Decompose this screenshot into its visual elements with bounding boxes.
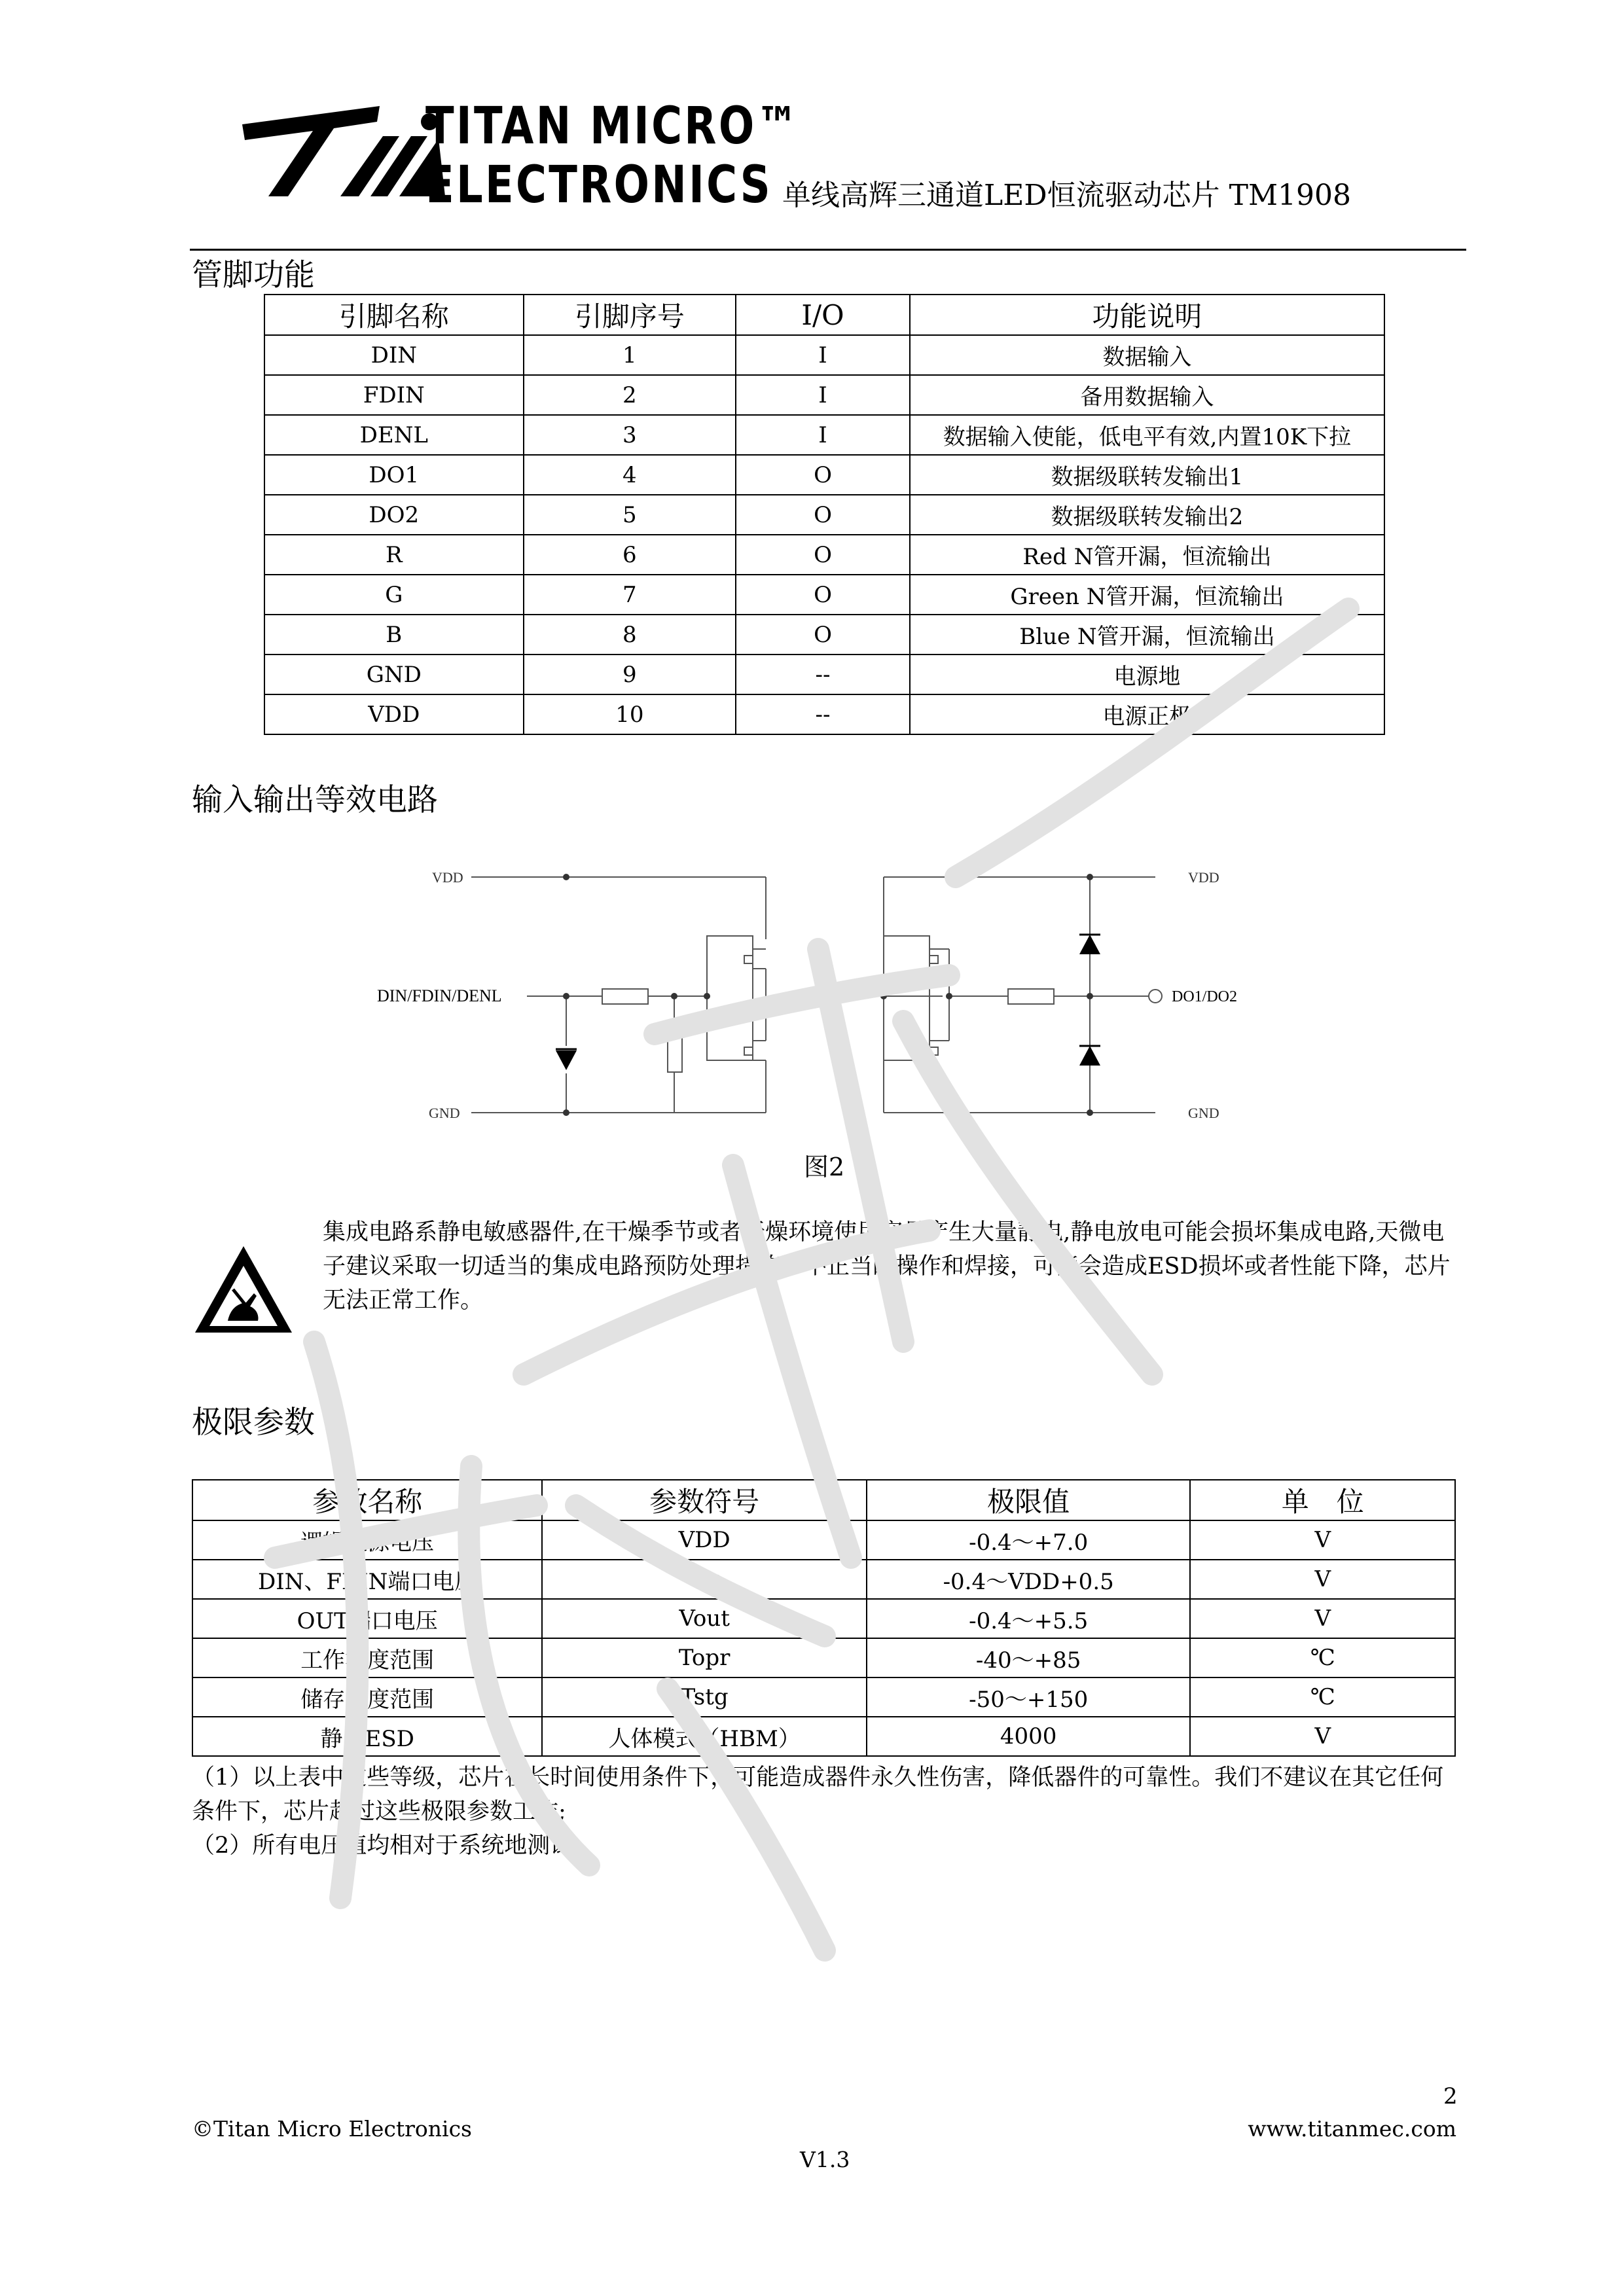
table-row [264,615,1384,655]
table-row [192,1677,1455,1717]
equivalent-circuit-diagram [367,851,1283,1139]
table-header-cell: 引脚名称 [264,295,524,335]
table-row [264,415,1384,455]
pin-section-title: 管脚功能 [192,257,315,293]
table-cell: DO1 [264,455,524,495]
table-cell: Tstg [542,1677,867,1717]
table-row [264,655,1384,694]
table-cell: 数据输入使能，低电平有效,内置10K下拉 [910,415,1384,455]
table-row [192,1599,1455,1638]
table-cell: 8 [524,615,736,655]
table-header-cell: 参数名称 [192,1480,542,1520]
table-cell: B [264,615,524,655]
table-cell: -0.4～+5.5 [867,1599,1191,1638]
header-rule [190,249,1466,251]
table-cell: 电源正极 [910,694,1384,734]
table-cell: 10 [524,694,736,734]
table-row [192,1520,1455,1560]
table-header-cell: 极限值 [867,1480,1191,1520]
table-cell: 储存温度范围 [192,1677,542,1717]
limits-section-title: 极限参数 [192,1405,315,1441]
table-cell: Blue N管开漏，恒流输出 [910,615,1384,655]
table-row [264,455,1384,495]
logo-text-line1: TITAN MICRO™ [425,97,801,156]
table-cell: 1 [524,335,736,375]
table-cell: 数据输入 [910,335,1384,375]
footer-version: V1.3 [800,2147,850,2172]
label-gnd-right: GND [1188,1105,1219,1121]
table-cell: I [736,335,910,375]
table-cell: 7 [524,575,736,615]
logo-text-line2: ELECTRONICS [425,156,772,215]
table-cell: 5 [524,495,736,535]
label-output: DO1/DO2 [1172,988,1237,1005]
table-cell: O [736,495,910,535]
table-cell: DIN [264,335,524,375]
table-cell: 9 [524,655,736,694]
table-cell: O [736,575,910,615]
table-cell: V [1190,1599,1455,1638]
table-cell: FDIN [264,375,524,415]
table-cell: V [1190,1560,1455,1599]
footer-website: www.titanmec.com [1248,2116,1456,2142]
table-row [264,535,1384,575]
table-cell: 3 [524,415,736,455]
table-cell: -0.4～+7.0 [867,1520,1191,1560]
table-cell: I [736,375,910,415]
table-row [264,335,1384,375]
esd-warning-icon [194,1244,293,1335]
table-cell: 电源地 [910,655,1384,694]
note-1: （1）以上表中这些等级，芯片在长时间使用条件下，可能造成器件永久性伤害，降低器件的可靠性。我们不建议在其它任何条件下，芯片超过这些极限参数工作; [192,1765,1444,1825]
table-cell: 静电ESD [192,1717,542,1756]
table-cell: 工作温度范围 [192,1638,542,1677]
table-cell: Red N管开漏，恒流输出 [910,535,1384,575]
table-cell: Vout [542,1599,867,1638]
pin-function-table [264,294,1385,735]
table-cell: OUT端口电压 [192,1599,542,1638]
label-vdd-right: VDD [1188,869,1219,886]
circuit-section-title: 输入输出等效电路 [192,782,438,818]
table-cell: -0.4～VDD+0.5 [867,1560,1191,1599]
table-header-row [192,1480,1455,1520]
note-2: （2）所有电压值均相对于系统地测试。 [192,1833,596,1859]
table-cell: Green N管开漏，恒流输出 [910,575,1384,615]
table-header-cell: 引脚序号 [524,295,736,335]
figure-caption: 图2 [804,1153,845,1181]
table-cell: 4000 [867,1717,1191,1756]
table-header-cell: I/O [736,295,910,335]
table-cell: 逻辑电源电压 [192,1520,542,1560]
table-cell: V [1190,1520,1455,1560]
table-cell: -40～+85 [867,1638,1191,1677]
table-cell: 2 [524,375,736,415]
table-cell: 备用数据输入 [910,375,1384,415]
table-cell: -- [736,655,910,694]
table-cell: GND [264,655,524,694]
table-cell: 人体模式（HBM） [542,1717,867,1756]
table-cell: Vin [542,1560,867,1599]
table-row [192,1717,1455,1756]
page-number: 2 [1443,2083,1458,2109]
table-cell: DENL [264,415,524,455]
footer-copyright: ©Titan Micro Electronics [192,2116,472,2142]
label-vdd-left: VDD [432,869,463,886]
table-cell: 数据级联转发输出2 [910,495,1384,535]
table-row [264,375,1384,415]
label-input: DIN/FDIN/DENL [377,986,502,1005]
table-cell: G [264,575,524,615]
table-header-cell: 参数符号 [542,1480,867,1520]
table-row [192,1560,1455,1599]
table-cell: DIN、FDIN端口电压 [192,1560,542,1599]
table-header-cell: 功能说明 [910,295,1384,335]
table-cell: VDD [542,1520,867,1560]
table-header-cell: 单 位 [1190,1480,1455,1520]
table-cell: 数据级联转发输出1 [910,455,1384,495]
table-row [264,575,1384,615]
table-cell: -- [736,694,910,734]
table-cell: O [736,535,910,575]
table-cell: 4 [524,455,736,495]
label-gnd-left: GND [429,1105,460,1121]
table-cell: V [1190,1717,1455,1756]
table-cell: Topr [542,1638,867,1677]
table-cell: VDD [264,694,524,734]
table-row [264,694,1384,734]
table-header-row [264,295,1384,335]
table-cell: -50～+150 [867,1677,1191,1717]
table-row [192,1638,1455,1677]
table-cell: ℃ [1190,1677,1455,1717]
document-title: 单线高辉三通道LED恒流驱动芯片 TM1908 [782,179,1351,212]
table-cell: DO2 [264,495,524,535]
limits-notes [192,1761,1462,1863]
esd-notice-text: 集成电路系静电敏感器件,在干燥季节或者干燥环境使用容易产生大量静电,静电放电可能会损坏集成电路,天微电子建议采取一切适当的集成电路预防处理措施，不正当的操作和焊接，可能会造成ESD损坏或者性能下降，芯片无法正常工作。 [323,1219,1451,1314]
table-cell: ℃ [1190,1638,1455,1677]
table-row [264,495,1384,535]
table-cell: 6 [524,535,736,575]
table-cell: O [736,615,910,655]
limit-parameters-table [192,1479,1456,1757]
table-cell: R [264,535,524,575]
table-cell: I [736,415,910,455]
table-cell: O [736,455,910,495]
